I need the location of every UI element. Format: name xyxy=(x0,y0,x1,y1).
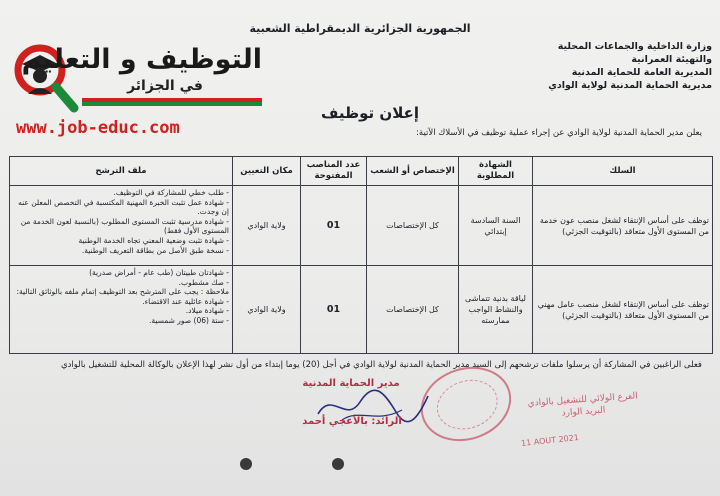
column-header: السلك xyxy=(533,157,713,186)
announcement-title: إعلان توظيف xyxy=(321,104,419,122)
director-title: مدير الحماية المدنية xyxy=(302,378,400,389)
corps-cell: توظف على أساس الإنتقاء لشغل منصب عون خدمة من المستوى الأول متعاقد (بالتوقيت الجزئي) xyxy=(533,186,713,266)
republic-header: الجمهورية الجزائرية الديمقراطية الشعبية xyxy=(249,22,471,35)
signatory-name: الرائد: بالأعجي أحمد xyxy=(302,416,402,427)
column-header: ملف الترشح xyxy=(10,157,233,186)
location-cell: ولاية الوادي xyxy=(233,186,301,266)
table-row xyxy=(10,266,713,354)
brand-stripe-green xyxy=(82,102,262,106)
brand-subtitle: في الجزائر xyxy=(127,78,203,94)
dossier-item: - صك مشطوب. xyxy=(178,277,229,287)
ministry-line: مديرية الحماية المدنية لولاية الوادي xyxy=(548,80,712,91)
diploma-cell: لياقة بدنية تتماشى والنشاط الواجب ممارسته xyxy=(459,266,533,354)
ministry-line: المديرية العامة للحماية المدنية xyxy=(571,67,712,78)
website-url: www.job-educ.com xyxy=(16,118,180,138)
dossier-item: - شهادة عائلية عند الاقتضاء. xyxy=(142,296,229,306)
dossier-item: - شهادة ميلاد. xyxy=(185,306,229,316)
punch-hole xyxy=(240,458,252,470)
dossier-item: - شهادة تثبت وضعية المعني تجاه الخدمة الوطنية xyxy=(78,235,229,245)
positions-count-cell: 01 xyxy=(301,186,367,266)
dossier-cell xyxy=(10,266,233,354)
dossier-item: ملاحظة : يجب على المترشح بعد التوظيف إتمام ملفه بالوثائق التالية: xyxy=(16,287,229,297)
reception-stamp-line: البريد الوارد xyxy=(561,405,606,419)
specialty-cell: كل الإختصاصات xyxy=(367,186,459,266)
column-header: مكان التعيين xyxy=(233,157,301,186)
dossier-item: - شهادة عمل تثبت الخبرة المهنية المكتسبة في التخصص المعلن عنه إن وجدت. xyxy=(18,197,229,217)
announcement-intro: يعلن مدير الحماية المدنية لولاية الوادي عن إجراء عملية توظيف في الأسلاك الآتية: xyxy=(416,128,702,138)
column-header: الشهادة المطلوبة xyxy=(459,157,533,186)
dossier-item: - نسخة طبق الأصل من بطاقة التعريف الوطنية. xyxy=(81,245,229,255)
watermark-logo xyxy=(6,40,264,144)
location-cell: ولاية الوادي xyxy=(233,266,301,354)
table-header-row xyxy=(10,157,713,186)
brand-name: التوظيف و التعليم xyxy=(21,44,262,75)
reception-stamp-line: الفرع الولائي للتشغيل بالوادي xyxy=(527,391,639,409)
ministry-line: وزارة الداخلية والجماعات المحلية xyxy=(557,41,712,52)
specialty-cell: كل الإختصاصات xyxy=(367,266,459,354)
punch-hole xyxy=(332,458,344,470)
column-header: عدد المناصب المفتوحة xyxy=(301,157,367,186)
dossier-cell xyxy=(10,186,233,266)
dossier-item: - شهادتان طبيتان (طب عام - أمراض صدرية) xyxy=(89,268,229,277)
positions-table xyxy=(9,156,713,354)
ministry-block xyxy=(512,40,712,92)
table-row xyxy=(10,186,713,266)
corps-cell: توظف على أساس الإنتقاء لشغل منصب عامل مهني من المستوى الأول متعاقد (بالتوقيت الجزئي) xyxy=(533,266,713,354)
dossier-item: - ستة (06) صور شمسية. xyxy=(148,315,229,325)
column-header: الإختصاص أو الشعب xyxy=(367,157,459,186)
application-deadline-note: فعلى الراغبين في المشاركة أن يرسلوا ملفات ترشحهم إلى السيد مدير الحماية المدنية لولاية الوادي في أجل (20) يوما إبتداء من أول نشر لهذا الإعلان بالوكالة المحلية للتشغيل بالوادي xyxy=(60,360,702,370)
positions-count-cell: 01 xyxy=(301,266,367,354)
diploma-cell: السنة السادسة إبتدائي xyxy=(459,186,533,266)
ministry-line: والتهيئة العمرانية xyxy=(631,54,712,65)
dossier-item: - طلب خطي للمشاركة في التوظيف. xyxy=(113,188,229,197)
dossier-item: - شهادة مدرسية تثبت المستوى المطلوب (بالنسبة لعون الخدمة من المستوى الأول فقط) xyxy=(20,216,229,236)
reception-stamp-date: 11 AOUT 2021 xyxy=(520,432,580,449)
